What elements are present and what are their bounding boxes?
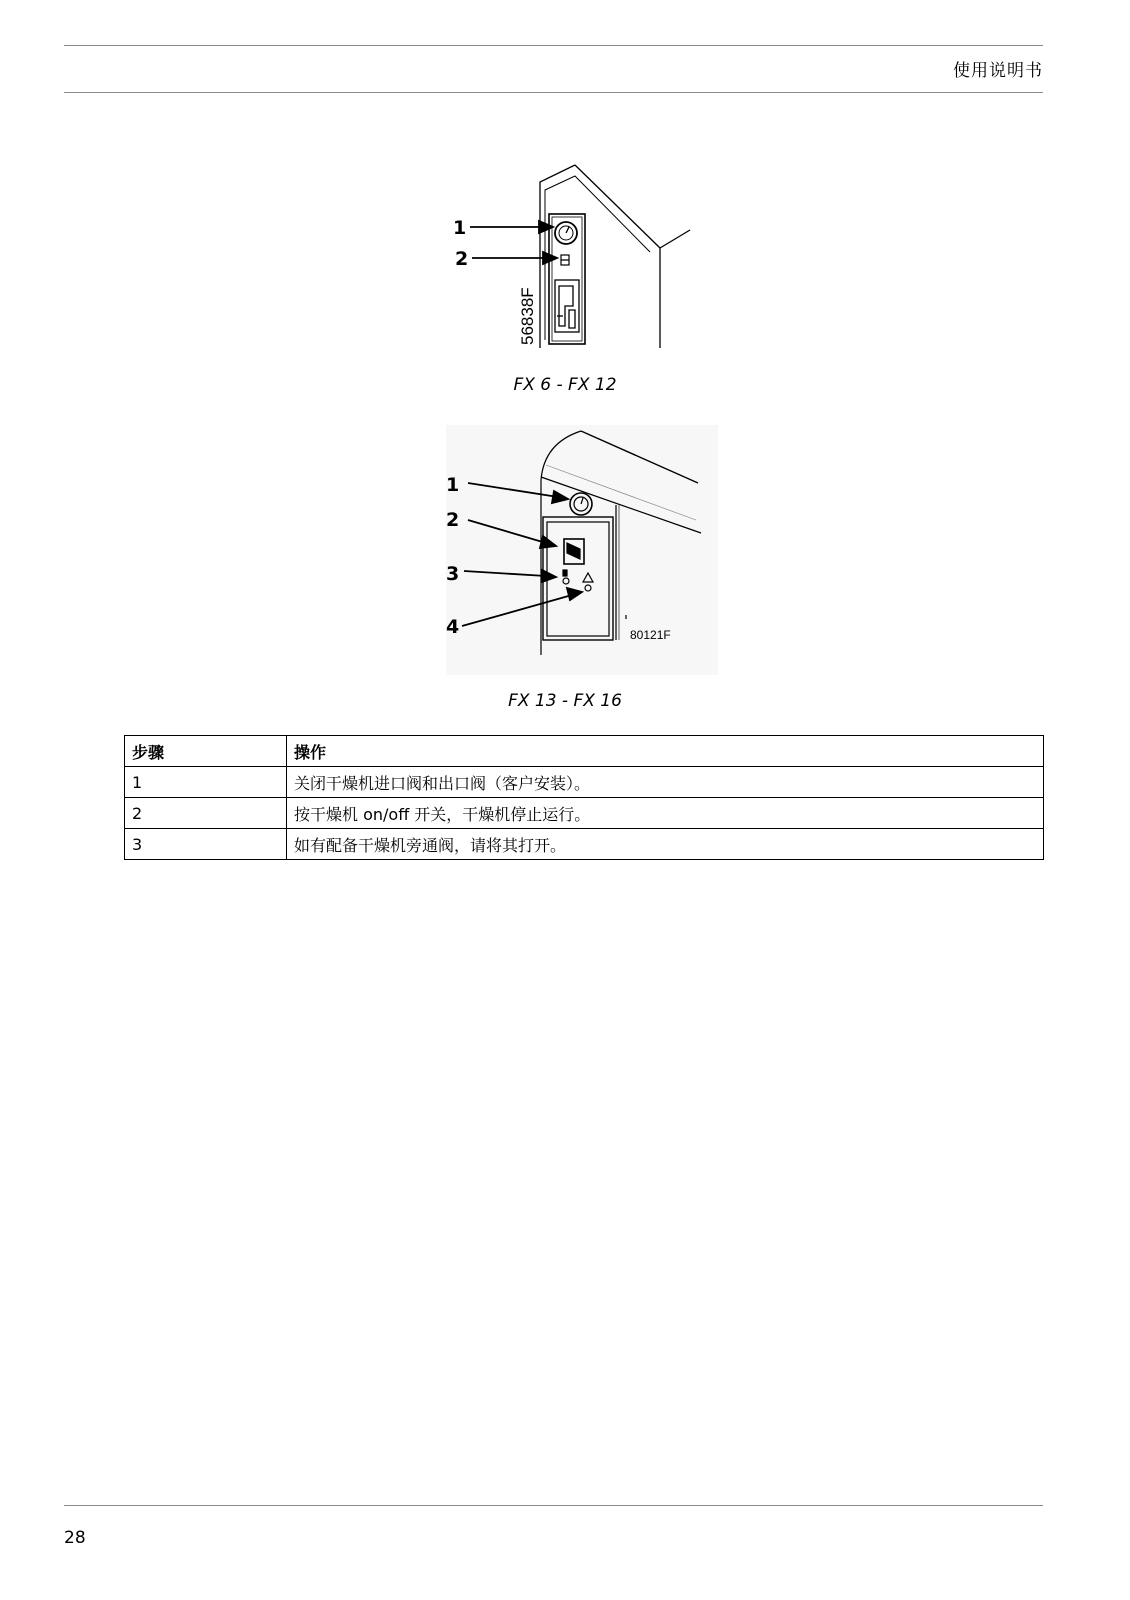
table-header-action: 操作 [287, 736, 1044, 767]
figure-fx6-fx12 [445, 160, 705, 360]
table-row [125, 767, 1044, 798]
figure1-code: 56838F [518, 287, 537, 345]
table-cell-action: 如有配备干燥机旁通阀，请将其打开。 [287, 829, 1044, 860]
figure1-label-1: 1 [453, 217, 467, 239]
table-header-step: 步骤 [125, 736, 287, 767]
figure2-code: 80121F [630, 628, 671, 642]
header-top-rule [64, 45, 1043, 46]
figure2-label-2: 2 [446, 509, 460, 531]
table-row [125, 798, 1044, 829]
figure2-label-1: 1 [446, 474, 460, 496]
table-header-row [125, 736, 1044, 767]
figure2-caption: FX 13 - FX 16 [508, 691, 622, 711]
footer-rule [64, 1505, 1043, 1506]
table-cell-step: 1 [125, 767, 287, 798]
table-cell-step: 3 [125, 829, 287, 860]
table-row [125, 829, 1044, 860]
table-cell-action: 关闭干燥机进口阀和出口阀（客户安装）。 [287, 767, 1044, 798]
figure2-label-3: 3 [446, 563, 460, 585]
page-number: 28 [64, 1528, 86, 1548]
figure-fx13-fx16 [446, 425, 718, 675]
header-title: 使用说明书 [953, 61, 1043, 81]
figure2-label-4: 4 [446, 616, 460, 638]
table-cell-step: 2 [125, 798, 287, 829]
figure1-caption: FX 6 - FX 12 [513, 375, 617, 395]
table-cell-action: 按干燥机 on/off 开关，干燥机停止运行。 [287, 798, 1044, 829]
figure1-label-2: 2 [455, 248, 469, 270]
header-bottom-rule [64, 92, 1043, 93]
steps-table [124, 735, 1044, 860]
